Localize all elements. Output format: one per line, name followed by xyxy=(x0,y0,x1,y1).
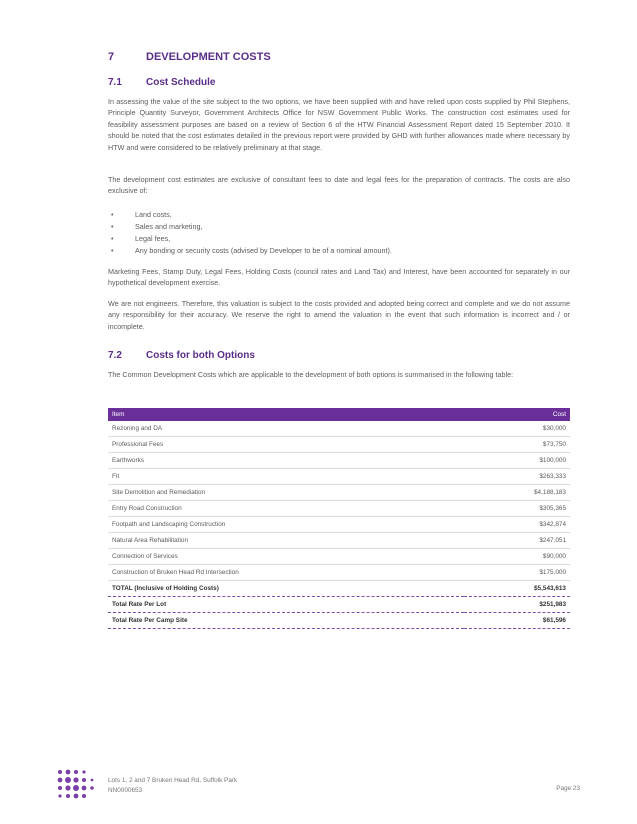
table-row xyxy=(108,501,570,517)
total-rate-per-camp-site-row xyxy=(108,613,570,629)
list-item: • Any bonding or security costs (advised by Developer to be of a nominal amount). xyxy=(111,246,392,255)
footer-address xyxy=(108,776,237,795)
section-number: 7 xyxy=(108,51,115,63)
table-row xyxy=(108,549,570,565)
footer-property: Lots 1, 2 and 7 Bruken Head Rd, Suffolk Park xyxy=(108,777,238,784)
cost-cell: $263,333 xyxy=(464,469,570,485)
cost-cell: $90,000 xyxy=(464,549,570,565)
table-row xyxy=(108,565,570,581)
cost-cell: $342,874 xyxy=(464,517,570,533)
item-cell: Construction of Bruken Head Rd Intersection xyxy=(108,565,464,581)
paragraph-marketing-fees: Marketing Fees, Stamp Duty, Legal Fees, Holding Costs (council rates and Land Tax) and Interest, have been accounted for separately in our hypothetical development exercise. xyxy=(108,267,570,288)
cost-cell: $305,365 xyxy=(464,501,570,517)
bullet-icon: • xyxy=(111,222,114,231)
total-value: $5,543,613 xyxy=(464,581,570,597)
total-label: Total Rate Per Camp Site xyxy=(108,613,464,629)
section-heading xyxy=(108,51,578,63)
bullet-icon: • xyxy=(111,234,114,243)
item-cell: Footpath and Landscaping Construction xyxy=(108,517,464,533)
subsection-heading-costs-both-options xyxy=(108,350,578,361)
list-item: • Legal fees, xyxy=(111,234,171,243)
list-item: • Sales and marketing, xyxy=(111,222,203,231)
table-row xyxy=(108,485,570,501)
development-costs-table xyxy=(108,408,570,629)
cost-cell: $73,750 xyxy=(464,437,570,453)
table-row xyxy=(108,437,570,453)
total-label: TOTAL (Inclusive of Holding Costs) xyxy=(108,581,464,597)
cost-cell: $100,000 xyxy=(464,453,570,469)
paragraph-disclaimer: We are not engineers. Therefore, this valuation is subject to the costs provided and adopted being correct and complete and we do not assume any responsibility for their accuracy. We reserve the right to amend the valuation in the event that such information is incorrect and / or incomplete. xyxy=(108,299,570,331)
column-header-cost: Cost xyxy=(464,408,570,421)
cost-cell: $4,188,183 xyxy=(464,485,570,501)
item-cell: Connection of Services xyxy=(108,549,464,565)
table-header-row xyxy=(108,408,570,421)
paragraph-exclusions: The development cost estimates are exclusive of consultant fees to date and legal fees for the preparation of contracts. The costs are also exclusive of: xyxy=(108,175,570,196)
paragraph-table-intro: The Common Development Costs which are applicable to the development of both options is summarised in the following table: xyxy=(108,370,514,379)
subsection-number: 7.2 xyxy=(108,350,122,361)
subsection-title: Costs for both Options xyxy=(146,350,255,361)
total-value: $251,983 xyxy=(464,597,570,613)
bullet-icon: • xyxy=(111,246,114,255)
item-cell: Natural Area Rehabilitation xyxy=(108,533,464,549)
cost-cell: $175,000 xyxy=(464,565,570,581)
table-row xyxy=(108,517,570,533)
item-cell: Professional Fees xyxy=(108,437,464,453)
footer-reference: NN0000653 xyxy=(108,786,143,794)
table-row xyxy=(108,421,570,437)
subsection-number: 7.1 xyxy=(108,77,122,88)
total-rate-per-lot-row xyxy=(108,597,570,613)
exclusions-list xyxy=(108,209,570,257)
item-cell: Entry Road Construction xyxy=(108,501,464,517)
cost-cell: $247,051 xyxy=(464,533,570,549)
list-item: • Land costs, xyxy=(111,210,172,219)
table-row xyxy=(108,453,570,469)
subsection-title: Cost Schedule xyxy=(146,77,216,88)
column-header-item: Item xyxy=(108,408,464,421)
total-label: Total Rate Per Lot xyxy=(108,597,464,613)
bullet-icon: • xyxy=(111,210,114,219)
paragraph-cost-source: In assessing the value of the site subject to the two options, we have been supplied with and have relied upon costs supplied by Phil Stephens, Principle Quantity Surveyor, Government Architects Office for NSW Government Public Works. The construction cost estimates used for feasibility assessment purposes are based on a review of Section 6 of the HTW Financial Assessment Report dated 15 September 2010. It should be noted that the cost estimates detailed in the previous report were provided by GHD with further allowances made where necessary by HTW and were considered to be relatively preliminary at that stage. xyxy=(108,97,570,152)
subsection-heading-cost-schedule xyxy=(108,77,578,88)
cost-cell: $30,000 xyxy=(464,421,570,437)
page-number: Page 23 xyxy=(556,785,580,792)
item-cell: Earthworks xyxy=(108,453,464,469)
table-row xyxy=(108,469,570,485)
total-value: $61,596 xyxy=(464,613,570,629)
total-row xyxy=(108,581,570,597)
item-cell: Site Demolition and Remediation xyxy=(108,485,464,501)
company-logo-icon xyxy=(56,768,96,802)
section-title: DEVELOPMENT COSTS xyxy=(146,51,271,63)
table-row xyxy=(108,533,570,549)
item-cell: Rezoning and DA xyxy=(108,421,464,437)
item-cell: Fit xyxy=(108,469,464,485)
